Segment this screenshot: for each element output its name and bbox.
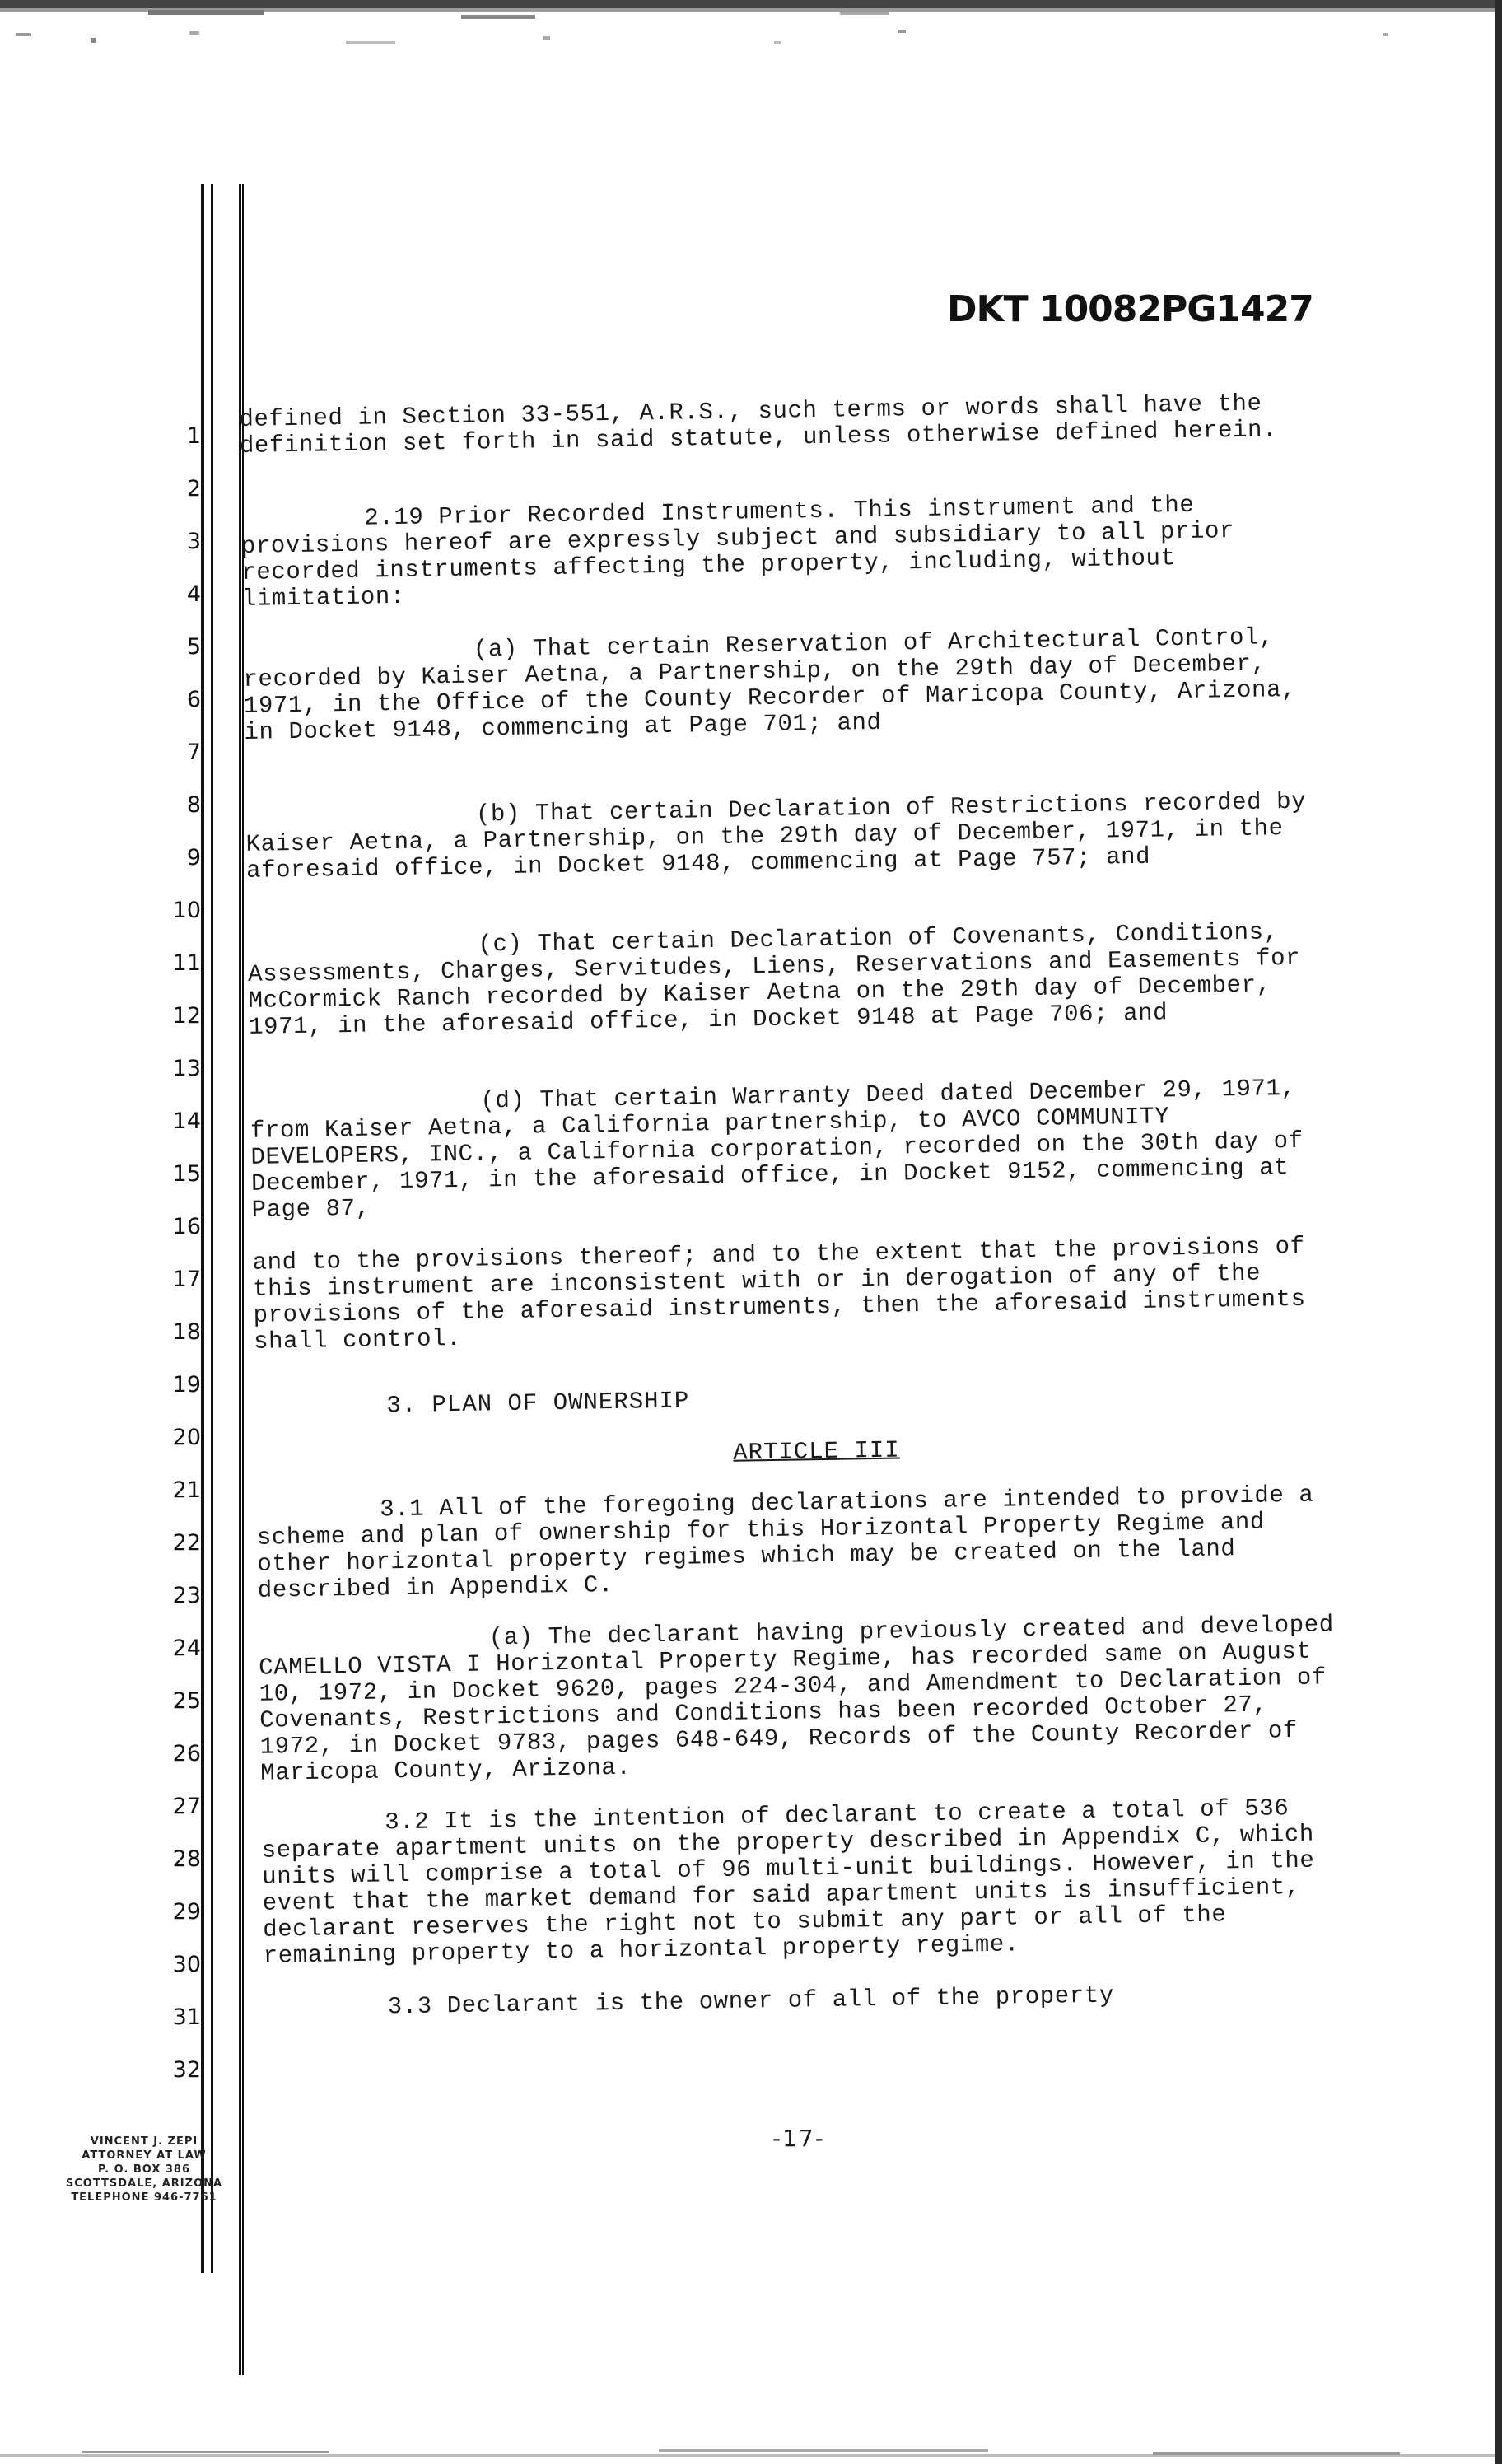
- article-heading: ARTICLE III: [733, 1436, 900, 1467]
- footer-line: ATTORNEY AT LAW: [82, 2149, 207, 2162]
- line-number: 32: [172, 2057, 201, 2083]
- section-heading: 3. PLAN OF OWNERSHIP: [386, 1387, 690, 1420]
- line-number: 3: [186, 529, 201, 554]
- paragraph-2-19: 2.19 Prior Recorded Instruments. This instrument and the provisions hereof are expressly subject and subsidiary to all prior recorded instruments affecting the property, including, without limitation:: [240, 491, 1235, 613]
- line-number: 2: [186, 476, 201, 502]
- line-number: 14: [172, 1108, 201, 1134]
- line-number: 31: [172, 2004, 201, 2030]
- footer-line: P. O. BOX 386: [97, 2163, 191, 2176]
- line-number: 27: [172, 1794, 201, 1819]
- paragraph-2-19-a: (a) That certain Reservation of Architectural Control, recorded by Kaiser Aetna, a Partnership, on the 29th day of December, 1971, in the Office of the County Recorder of Maricopa County, Arizona, in Docket 9148, commencing at Page 701; and: [243, 623, 1297, 746]
- paragraph-3-2: 3.2 It is the intention of declarant to create a total of 536 separate apartment units on the property described in Appendix C, which units will comprise a total of 96 multi-unit buildings. However, in the event that the market demand for said apartment units is insufficient, declarant reserves the right not to submit any part or all of the remaining property to a horizontal property regime.: [261, 1794, 1315, 1970]
- line-number: 7: [186, 740, 201, 765]
- scan-noise-bottom: [0, 2444, 1502, 2464]
- paragraph-3-3: 3.3 Declarant is the owner of all of the property: [387, 1981, 1115, 2021]
- line-number: 1: [186, 423, 201, 449]
- footer-line: TELEPHONE 946-7761: [71, 2191, 217, 2204]
- line-number: 24: [172, 1636, 201, 1661]
- paragraph-3-1: 3.1 All of the foregoing declarations are intended to provide a scheme and plan of ownership for this Horizontal Property Regime and other horizontal property regimes which may be created on the land described in Appendix C.: [256, 1481, 1314, 1604]
- footer-line: VINCENT J. ZEPI: [90, 2135, 198, 2148]
- line-number: 18: [172, 1319, 201, 1345]
- line-number: 21: [172, 1477, 201, 1503]
- line-number: 19: [172, 1372, 201, 1398]
- line-number: 13: [172, 1056, 201, 1081]
- line-number: 10: [172, 898, 201, 923]
- line-number: 12: [172, 1003, 201, 1029]
- document-body: [239, 376, 1335, 2021]
- footer-line: SCOTTSDALE, ARIZONA: [65, 2177, 223, 2190]
- line-number: 20: [172, 1425, 201, 1450]
- line-number: 9: [186, 845, 201, 870]
- paragraph-2-19-d: (d) That certain Warranty Deed dated December 29, 1971, from Kaiser Aetna, a California partnership, to AVCO COMMUNITY DEVELOPERS, INC., a California corporation, recorded on the 30th day of December, 1971, in the aforesaid office, in Docket 9152, commencing at Page 87,: [250, 1074, 1304, 1224]
- attorney-footer: [49, 2135, 239, 2205]
- line-number: 15: [172, 1161, 201, 1187]
- margin-rule: [211, 184, 213, 2273]
- paragraph-2-19-c: (c) That certain Declaration of Covenants, Conditions, Assessments, Charges, Servitudes, Liens, Reservations and Easements for McCormick Ranch recorded by Kaiser Aetna on the 29th day of December, 1971, in the aforesaid office, in Docket 9148 at Page 706; and: [247, 918, 1301, 1041]
- line-number: 29: [172, 1899, 201, 1925]
- line-number: 16: [172, 1214, 201, 1239]
- line-number: 6: [186, 687, 201, 712]
- line-number: 23: [172, 1583, 201, 1608]
- page-number: -17-: [772, 2125, 825, 2152]
- line-number: 17: [172, 1267, 201, 1292]
- line-number: 26: [172, 1741, 201, 1766]
- line-number: 25: [172, 1688, 201, 1714]
- line-number: 4: [186, 581, 201, 607]
- docket-stamp: DKT 10082PG1427: [947, 288, 1313, 330]
- line-number: 30: [172, 1952, 201, 1977]
- line-number: 8: [186, 792, 201, 818]
- margin-rule: [201, 184, 204, 2273]
- scan-edge-right: [1495, 0, 1502, 2464]
- scan-noise-top: [0, 0, 1502, 59]
- line-number: 5: [186, 634, 201, 660]
- paragraph-2-19-b: (b) That certain Declaration of Restrictions recorded by Kaiser Aetna, a Partnership, on the 29th day of December, 1971, in the aforesaid office, in Docket 9148, commencing at Page 757; and: [245, 787, 1307, 884]
- paragraph-3-1-a: (a) The declarant having previously created and developed CAMELLO VISTA I Horizontal Property Regime, has recorded same on August 10, 1972, in Docket 9620, pages 224-304, and Amendment to Declaration of Covenants, Restrictions and Conditions has been recorded October 27, 1972, in Docket 9783, pages 648-649, Records of the County Recorder of Maricopa County, Arizona.: [259, 1611, 1335, 1787]
- line-number: 22: [172, 1530, 201, 1556]
- paragraph-definitions: defined in Section 33-551, A.R.S., such terms or words shall have the definition set forth in said statute, unless otherwise defined herein.: [239, 390, 1278, 460]
- line-number: 28: [172, 1846, 201, 1872]
- paragraph-controlling-provision: and to the provisions thereof; and to the extent that the provisions of this instrument are inconsistent with or in derogation of any of the provisions of the aforesaid instruments, then the aforesaid instruments shall control.: [252, 1232, 1306, 1356]
- line-number: 11: [172, 950, 201, 976]
